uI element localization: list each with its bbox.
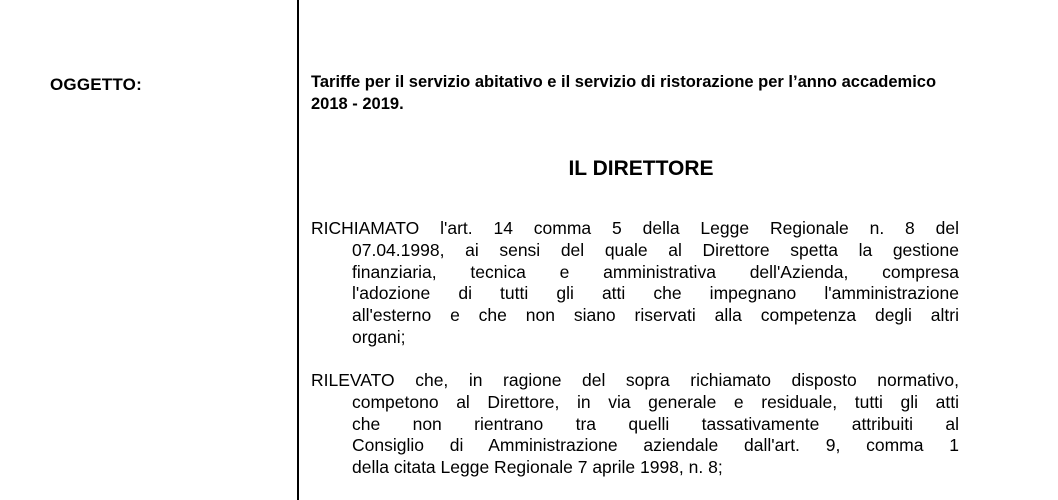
paragraph-line: organi; [352, 326, 406, 347]
section-heading: IL DIRETTORE [568, 157, 714, 180]
paragraph-line: 07.04.1998, ai sensi del quale al Direttore spetta la gestione [352, 239, 959, 260]
paragraph-line: competono al Direttore, in via generale e residuale, tutti gli atti [352, 391, 959, 412]
paragraph-richiamato [311, 218, 959, 349]
paragraph-line: della citata Legge Regionale 7 aprile 1998, n. 8; [352, 457, 723, 478]
subject-label: OGGETTO: [50, 75, 142, 94]
paragraph-line: l'adozione di tutti gli atti che impegnano l'amministrazione [352, 283, 959, 304]
column-divider [297, 0, 299, 500]
subject-text: Tariffe per il servizio abitativo e il servizio di ristorazione per l’anno accademico 2018 - 2019. [311, 73, 937, 113]
paragraph-line: finanziaria, tecnica e amministrativa dell'Azienda, compresa [352, 261, 959, 282]
paragraph-line: RICHIAMATO l'art. 14 comma 5 della Legge Regionale n. 8 del [311, 218, 959, 238]
paragraph-line: all'esterno e che non siano riservati alla competenza degli altri [352, 305, 959, 326]
paragraph-line: che non rientrano tra quelli tassativamente attribuiti al [352, 413, 959, 434]
paragraph-rilevato [311, 370, 959, 479]
paragraph-line: RILEVATO che, in ragione del sopra richiamato disposto normativo, [311, 370, 959, 390]
paragraph-line: Consiglio di Amministrazione aziendale dall'art. 9, comma 1 [352, 435, 959, 456]
